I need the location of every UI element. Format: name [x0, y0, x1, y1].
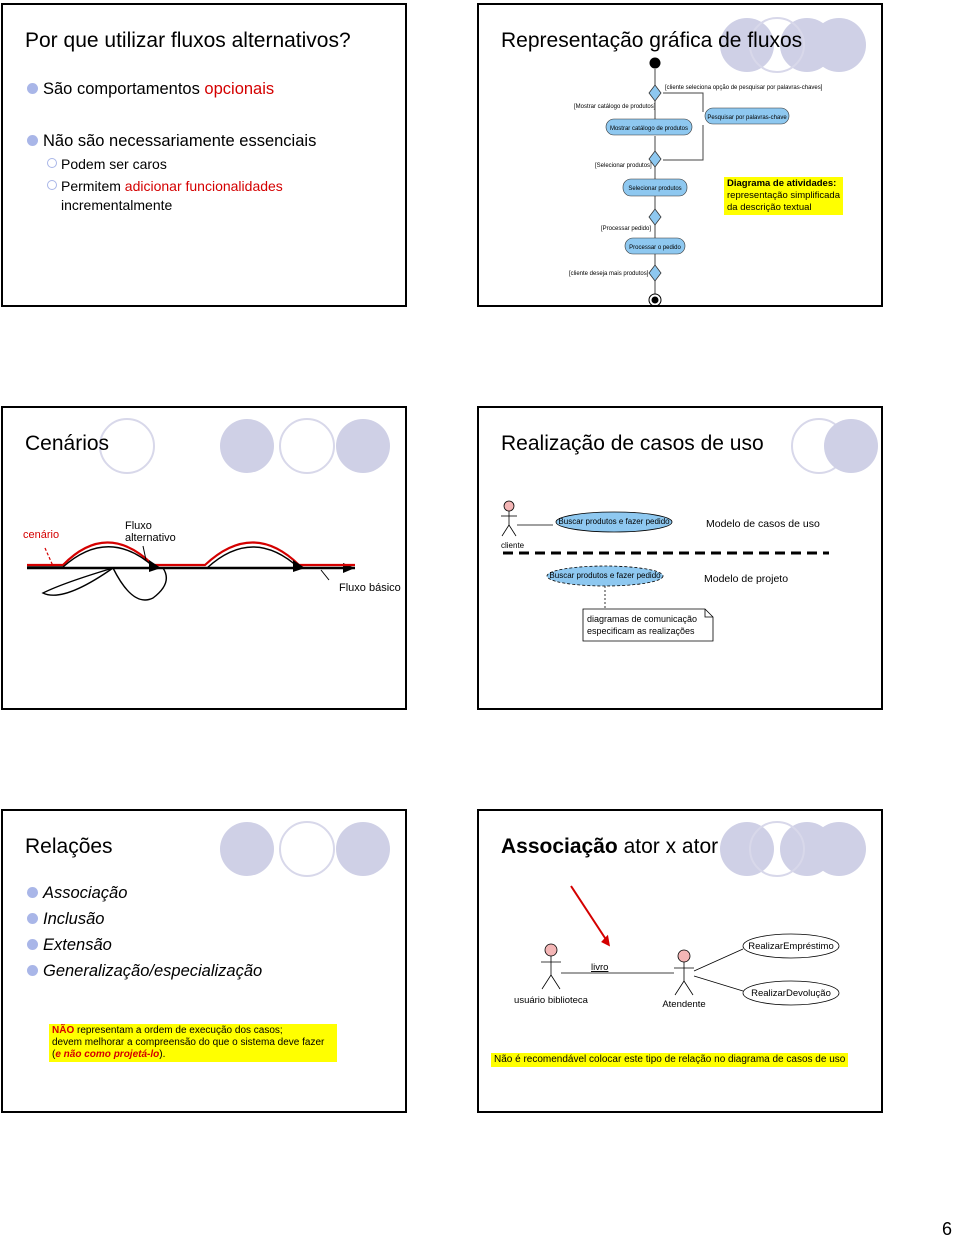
activity-label: Processar o pedido	[629, 245, 681, 251]
bullet-icon	[27, 965, 38, 976]
label-modelo-projeto: Modelo de projeto	[704, 573, 789, 585]
activity-label: Mostrar catálogo de produtos	[609, 126, 689, 132]
usecase-label: Buscar produtos e fazer pedido	[558, 517, 670, 526]
guard-mostrar: [Mostrar catálogo de produtos]	[574, 104, 656, 110]
slide-title: Cenários	[25, 432, 110, 455]
initial-node-icon	[650, 58, 661, 69]
actor-label: Atendente	[662, 999, 706, 1010]
bullet-opcionais: São comportamentos opcionais	[27, 80, 274, 99]
note-nao-recomendavel: Não é recomendável colocar este tipo de relação no diagrama de casos de uso	[491, 1053, 848, 1067]
decision-diamond-icon	[649, 85, 661, 101]
slide-title: Realização de casos de uso	[501, 432, 764, 455]
slide-title: Associação ator x ator	[501, 835, 719, 858]
actor-label: cliente	[501, 541, 525, 550]
note-diagrama-atividades: Diagrama de atividades: representação simplificada da descrição textual	[724, 177, 843, 215]
actor-label: usuário biblioteca	[514, 995, 588, 1006]
slide-cenarios	[1, 406, 407, 710]
list-item: Extensão	[27, 936, 112, 955]
page-number: 6	[941, 1219, 952, 1239]
guard-selecionar: [Selecionar produtos]	[595, 163, 652, 169]
decision-diamond-icon	[649, 209, 661, 225]
activity-label: Selecionar produtos	[628, 186, 682, 192]
subbullet-caros: Podem ser caros	[47, 156, 167, 172]
activity-diagram	[479, 5, 883, 307]
realizacao-diagram	[479, 408, 883, 710]
associacao-diagram	[479, 811, 883, 1113]
label-cenario: cenário	[23, 529, 60, 541]
list-item: Associação	[27, 884, 127, 903]
slide-realizacao-casos	[477, 406, 883, 710]
cenarios-diagram	[3, 408, 407, 710]
slide-relacoes	[1, 809, 407, 1113]
subbullet-icon	[47, 180, 57, 190]
subbullet-funcionalidades: Permitem adicionar funcionalidades	[47, 178, 283, 194]
actor-usuario-icon	[541, 944, 561, 989]
collab-label: Buscar produtos e fazer pedido	[549, 571, 661, 580]
slide-title: Representação gráfica de fluxos	[501, 29, 803, 52]
note-line: diagramas de comunicação	[587, 614, 698, 624]
guard-processar: [Processar pedido]	[601, 226, 652, 232]
subbullet-icon	[47, 158, 57, 168]
bullet-icon	[27, 83, 38, 94]
bullet-icon	[27, 135, 38, 146]
list-item: Inclusão	[27, 910, 104, 929]
decision-diamond-icon	[649, 265, 661, 281]
list-item: Generalização/especialização	[27, 962, 262, 981]
bullet-essenciais: Não são necessariamente essenciais	[27, 132, 316, 151]
subbullet-incrementalmente: incrementalmente	[61, 197, 173, 213]
label-modelo-casos: Modelo de casos de uso	[706, 518, 820, 530]
note-line: especificam as realizações	[587, 626, 695, 636]
activity-label: Pesquisar por palavras-chave	[707, 115, 787, 121]
assoc-label: livro	[591, 962, 609, 973]
usecase-label: RealizarEmpréstimo	[748, 941, 834, 952]
slide-representacao-grafica	[477, 3, 883, 307]
label-fluxo-alternativo: Fluxo alternativo	[125, 520, 176, 544]
note-nao-representam: NÃO representam a ordem de execução dos casos; devem melhorar a compreensão do que o sistema deve fazer (e não como projetá-lo).	[49, 1024, 337, 1062]
slide-title: Relações	[25, 835, 113, 858]
guard-mais-produtos: [cliente deseja mais produtos]	[569, 271, 649, 277]
bullet-icon	[27, 887, 38, 898]
usecase-label: RealizarDevolução	[751, 988, 831, 999]
bullet-icon	[27, 939, 38, 950]
slide-associacao-ator	[477, 809, 883, 1113]
actor-atendente-icon	[674, 950, 694, 995]
slide-title: Por que utilizar fluxos alternativos?	[25, 29, 351, 52]
guard-pesquisar: [cliente seleciona opção de pesquisar por palavras-chaves]	[665, 85, 823, 91]
bullet-icon	[27, 913, 38, 924]
actor-cliente-icon	[501, 501, 517, 536]
slide-por-que-fluxos	[1, 3, 407, 307]
label-fluxo-basico: Fluxo básico	[339, 582, 401, 594]
